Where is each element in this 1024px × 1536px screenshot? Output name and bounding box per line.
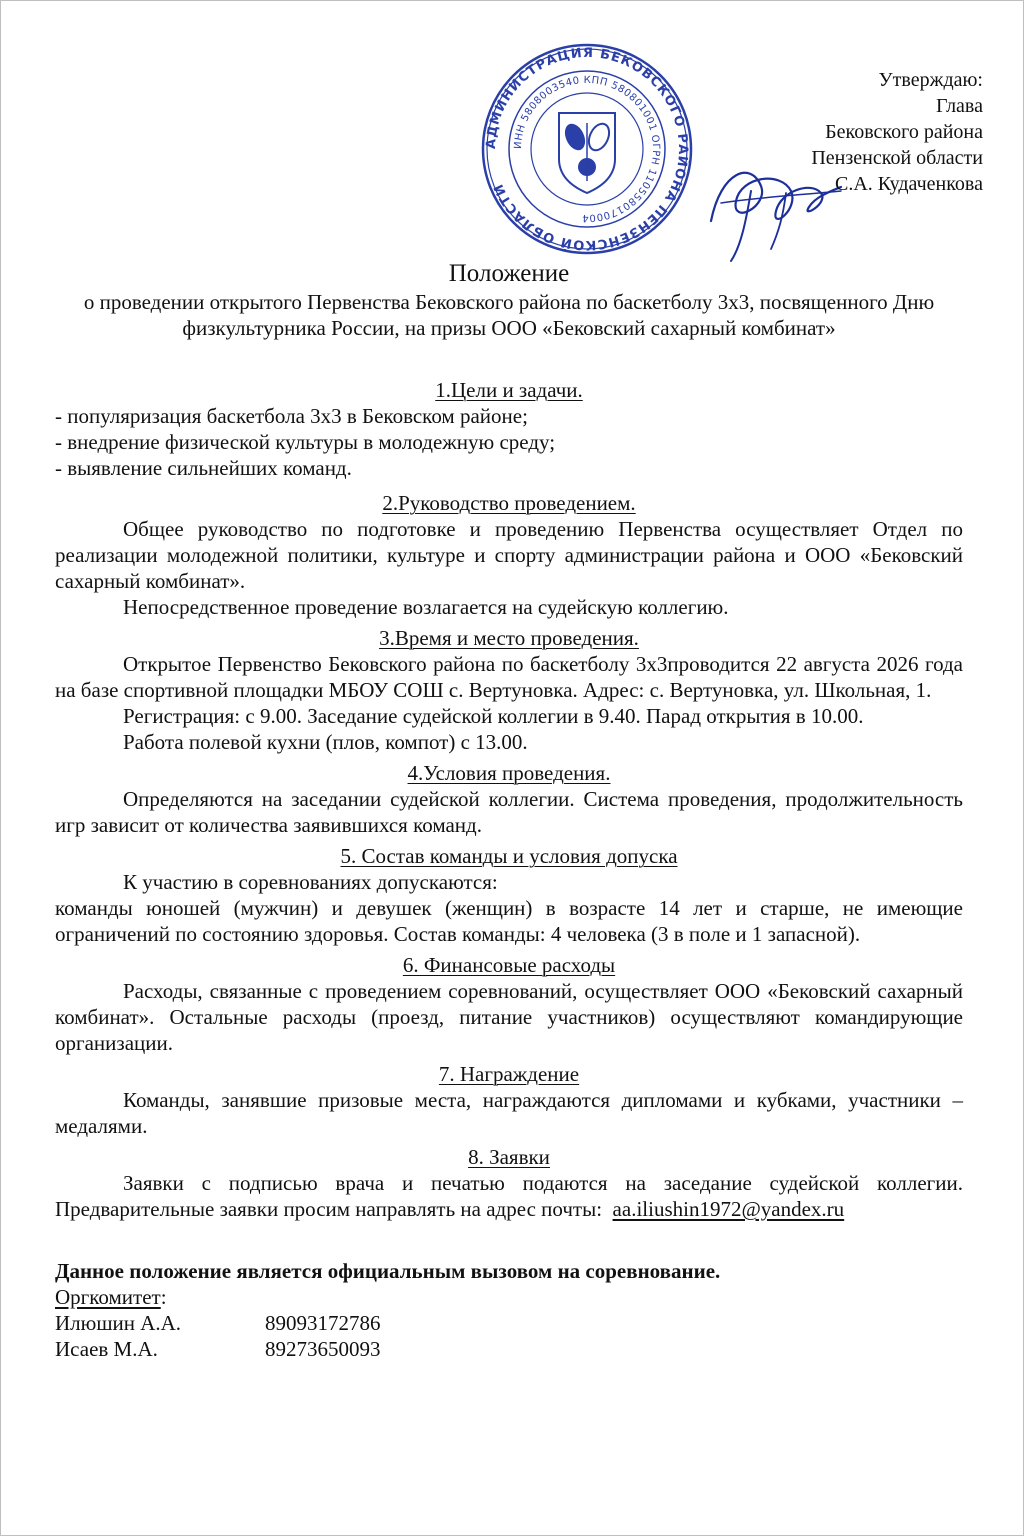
section-heading-conditions: 4.Условия проведения. [407, 761, 611, 785]
section-paragraph: К участию в соревнованиях допускаются: [123, 870, 498, 894]
section-heading-management: 2.Руководство проведением. [382, 491, 636, 515]
member-phone: 89273650093 [265, 1337, 381, 1361]
approval-line: Глава [936, 95, 983, 117]
committee-member [55, 1336, 963, 1362]
section-heading-finance: 6. Финансовые расходы [402, 953, 616, 977]
section-paragraph: Команды, занявшие призовые места, награждаются дипломами и кубками, участники – медалями. [55, 1088, 963, 1138]
committee-label: Оргкомитет [55, 1285, 161, 1309]
approval-line: С.А. Кудаченкова [834, 173, 983, 195]
member-phone: 89093172786 [265, 1311, 381, 1335]
section-paragraph: Работа полевой кухни (плов, компот) с 13.00. [123, 730, 528, 754]
committee-member [55, 1310, 963, 1336]
section-paragraph: Открытое Первенство Бековского района по баскетболу 3х3проводится 22 августа 2026 года на базе спортивной площадки МБОУ СОШ с. Вертуновка. Адрес: с. Вертуновка, ул. Школьная, 1. [55, 652, 963, 702]
committee-colon: : [160, 1285, 167, 1309]
section-paragraph: Расходы, связанные с проведением соревнований, осуществляет ООО «Бековский сахарный комбинат». Остальные расходы (проезд, питание участников) осуществляют командирующие организации. [55, 979, 963, 1055]
section-paragraph [55, 1170, 963, 1222]
applications-text: Заявки с подписью врача и печатью подаются на заседание судейской коллегии. Предварительные заявки просим направлять на адрес почты: [55, 1171, 963, 1221]
member-name: Исаев М.А. [55, 1337, 158, 1361]
approval-line: Бековского района [825, 121, 983, 143]
section-heading-team: 5. Состав команды и условия допуска [340, 844, 678, 868]
coat-of-arms-icon [559, 113, 615, 193]
document-title: Положение [448, 260, 570, 287]
section-paragraph: команды юношей (мужчин) и девушек (женщин) в возрасте 14 лет и старше, не имеющие ограничений по состоянию здоровья. Состав команды: 4 человека (3 в поле и 1 запасной). [55, 896, 963, 946]
section-paragraph: Регистрация: с 9.00. Заседание судейской коллегии в 9.40. Парад открытия в 10.00. [123, 704, 864, 728]
member-name: Илюшин А.А. [55, 1311, 182, 1335]
section-heading-time-place: 3.Время и место проведения. [379, 626, 639, 650]
document-subtitle: о проведении открытого Первенства Бековского района по баскетболу 3х3, посвященного Дню физкультурника России, на призы ООО «Бековский сахарный комбинат» [83, 290, 935, 340]
official-stamp [479, 41, 695, 257]
goal-item: - выявление сильнейших команд. [55, 456, 352, 480]
section-heading-applications: 8. Заявки [468, 1145, 550, 1169]
goal-item: - популяризация баскетбола 3х3 в Бековском районе; [55, 404, 528, 428]
email-link[interactable]: aa.iliushin1972@yandex.ru [612, 1197, 845, 1221]
section-heading-awards: 7. Награждение [438, 1062, 580, 1086]
document-body [55, 259, 963, 1362]
section-paragraph: Непосредственное проведение возлагается на судейскую коллегию. [123, 595, 729, 619]
approval-line: Пензенской области [811, 147, 983, 169]
approval-block [811, 67, 983, 197]
official-challenge-note: Данное положение является официальным вызовом на соревнование. [55, 1259, 721, 1283]
section-paragraph: Общее руководство по подготовке и проведению Первенства осуществляет Отдел по реализации молодежной политики, культуре и спорту администрации района и ООО «Бековский сахарный комбинат». [55, 517, 963, 593]
goal-item: - внедрение физической культуры в молодежную среду; [55, 430, 556, 454]
approval-line: Утверждаю: [878, 69, 983, 91]
section-paragraph: Определяются на заседании судейской коллегии. Система проведения, продолжительность игр зависит от количества заявившихся команд. [55, 787, 963, 837]
stamp-outer-text: АДМИНИСТРАЦИЯ БЕКОВСКОГО РАЙОНА ПЕНЗЕНСКОЙ ОБЛАСТИ [483, 45, 691, 253]
committee-heading [55, 1284, 963, 1310]
stamp-inner-text: ИНН 5808003540 КПП 580801001 ОГРН 1105580170004 [512, 74, 662, 224]
section-heading-goals: 1.Цели и задачи. [435, 378, 583, 402]
